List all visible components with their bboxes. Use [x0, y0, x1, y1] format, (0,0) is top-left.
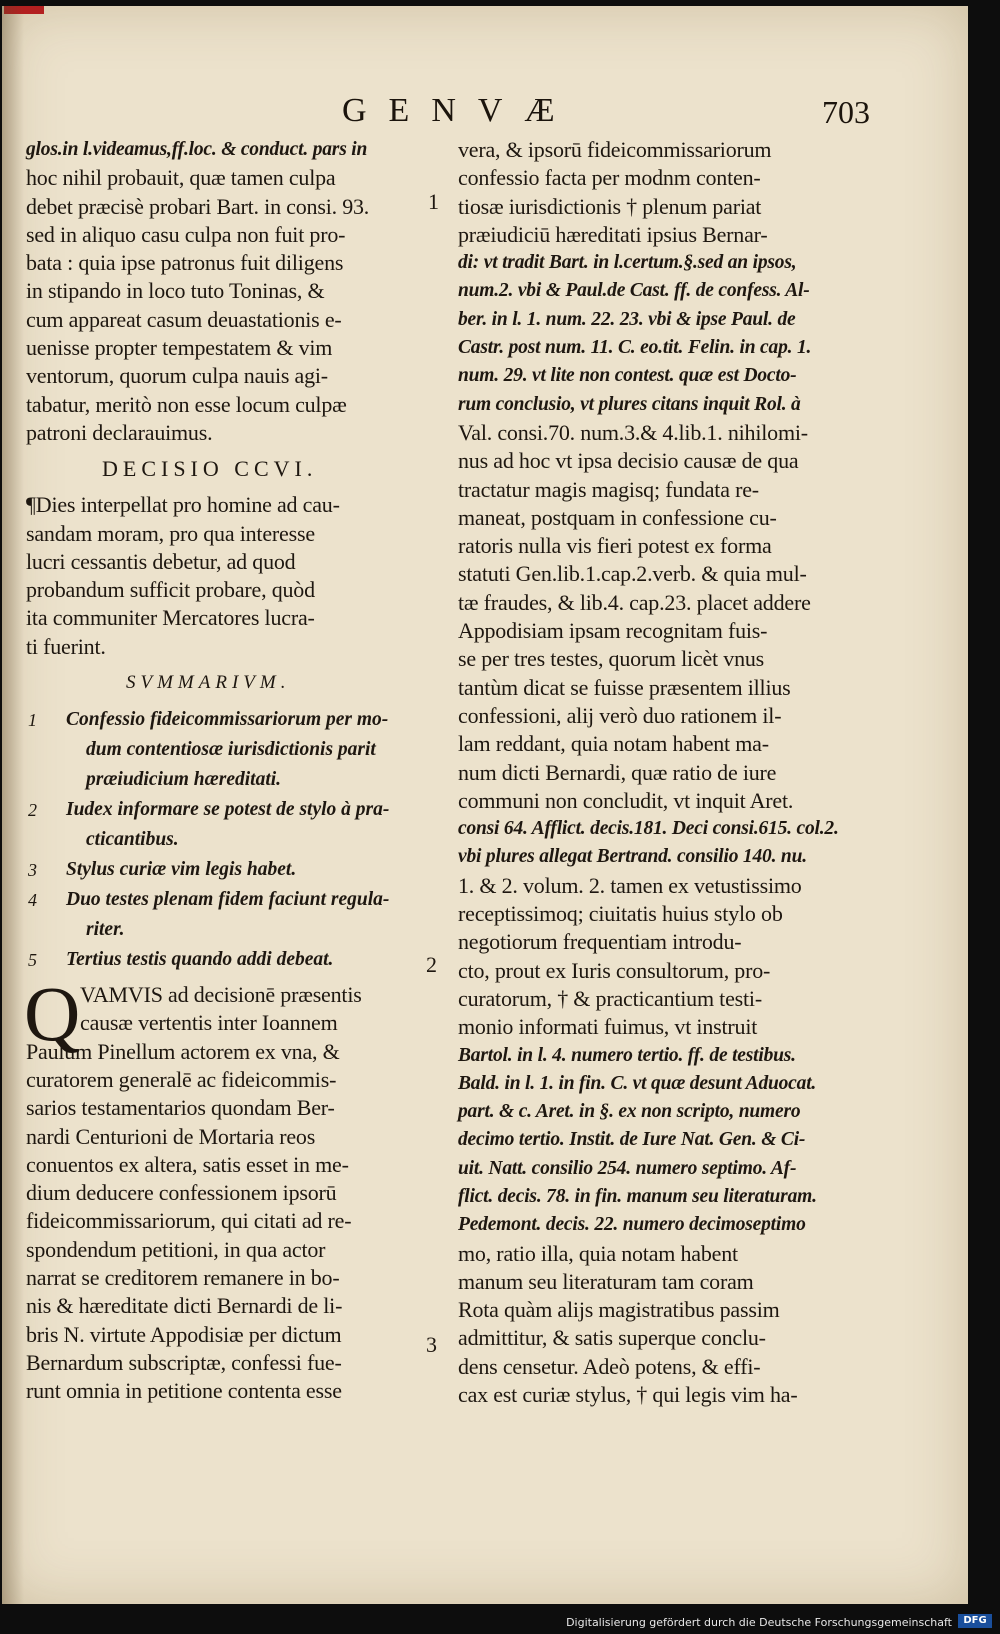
- summarium-line: Duo testes plenam fidem faciunt regula-: [66, 889, 390, 911]
- text-line: rum conclusio, vt plures citans inquit Rol. à: [458, 393, 801, 415]
- text-line: spondendum petitioni, in qua actor: [26, 1236, 326, 1262]
- text-line: num.2. vbi & Paul.de Cast. ff. de confess. Al-: [458, 280, 810, 302]
- text-line: negotiorum frequentiam introdu-: [458, 929, 742, 955]
- text-line: uenisse propter tempestatem & vim: [26, 335, 333, 361]
- summarium-title: SVMMARIVM.: [126, 672, 291, 694]
- text-line: lam reddant, quia notam habent ma-: [458, 731, 769, 757]
- summarium-line: cticantibus.: [86, 829, 179, 851]
- decisio-summary-line: lucri cessantis debetur, ad quod: [26, 548, 296, 574]
- text-line: conuentos ex altera, satis esset in me-: [26, 1151, 349, 1177]
- summarium-line: riter.: [86, 919, 125, 941]
- decisio-summary-line: ti fuerint.: [26, 633, 106, 659]
- text-line: glos.in l.videamus,ff.loc. & conduct. pars in: [26, 139, 368, 160]
- text-line: num dicti Bernardi, quæ ratio de iure: [458, 759, 777, 785]
- left-column: [26, 136, 426, 1406]
- text-line: Bartol. in l. 4. numero tertio. ff. de testibus.: [458, 1044, 796, 1066]
- text-line: bris N. virtute Appodisiæ per dictum: [26, 1321, 342, 1347]
- text-line: narrat se creditorem remanere in bo-: [26, 1265, 340, 1291]
- summarium-line: dum contentiosæ iurisdictionis parit: [86, 739, 376, 761]
- text-line: sed in aliquo casu culpa non fuit pro-: [26, 221, 346, 247]
- summarium-number: 2: [28, 800, 37, 821]
- summarium-item: [26, 945, 426, 975]
- text-line: maneat, postquam in confessione cu-: [458, 504, 777, 530]
- summarium-number: 5: [28, 950, 37, 971]
- summarium-item: [26, 885, 426, 945]
- margin-number: 1: [428, 189, 439, 214]
- summarium-item: [26, 855, 426, 885]
- page-number: 703: [822, 94, 870, 130]
- text-line: tabatur, meritò non esse locum culpæ: [26, 391, 347, 417]
- text-line: cto, prout ex Iuris consultorum, pro-: [458, 957, 771, 983]
- summarium-number: 4: [28, 890, 37, 911]
- text-line: di: vt tradit Bart. in l.certum.§.sed an ipsos,: [458, 252, 797, 274]
- text-line: dium deducere confessionem ipsorū: [26, 1180, 337, 1206]
- text-line: sarios testamentarios quondam Ber-: [26, 1095, 335, 1121]
- text-line: curatorum, † & practicantium testi-: [458, 985, 762, 1011]
- text-line: cax est curiæ stylus, † qui legis vim ha-: [458, 1382, 798, 1408]
- text-line: confessioni, alij verò duo rationem il-: [458, 702, 782, 728]
- summarium-number: 3: [28, 860, 37, 881]
- text-line: ratoris nulla vis fieri potest ex forma: [458, 533, 772, 559]
- text-line: statuti Gen.lib.1.cap.2.verb. & quia mul-: [458, 561, 807, 587]
- running-head: [2, 92, 968, 132]
- text-line: mo, ratio illa, quia notam habent: [458, 1240, 738, 1266]
- text-line: tantùm dicat se fuisse præsentem illius: [458, 674, 791, 700]
- text-line: tiosæ iurisdictionis † plenum pariat: [458, 193, 762, 219]
- text-line: receptissimoq; ciuitatis huius stylo ob: [458, 901, 783, 927]
- text-line: Bernardum subscriptæ, confessi fue-: [26, 1349, 342, 1375]
- text-line: Appodisiam ipsam recognitam fuis-: [458, 618, 768, 644]
- text-line: num. 29. vt lite non contest. quæ est Docto-: [458, 365, 797, 387]
- summarium-line: Iudex informare se potest de stylo à pra-: [66, 799, 390, 821]
- text-line: Rota quàm alijs magistratibus passim: [458, 1297, 780, 1323]
- text-line: vbi plures allegat Bertrand. consilio 140. nu.: [458, 846, 807, 868]
- summarium-line: præiudicium hæreditati.: [86, 769, 282, 791]
- margin-number: 2: [426, 952, 437, 977]
- text-line: Paulum Pinellum actorem ex vna, &: [26, 1038, 340, 1064]
- text-line: se per tres testes, quorum licèt vnus: [458, 646, 765, 672]
- text-line: manum seu literaturam tam coram: [458, 1268, 754, 1294]
- text-line: ventorum, quorum culpa nauis agi-: [26, 363, 328, 389]
- text-line: Bald. in l. 1. in fin. C. vt quæ desunt Aduocat.: [458, 1072, 817, 1094]
- decisio-summary-line: ita communiter Mercatores lucra-: [26, 605, 315, 631]
- text-line: tractatur magis magisq; fundata re-: [458, 476, 759, 502]
- text-line: ber. in l. 1. num. 22. 23. vbi & ipse Paul. de: [458, 308, 796, 330]
- text-line: patroni declarauimus.: [26, 419, 213, 445]
- summarium-number: 1: [28, 710, 37, 731]
- text-line: monio informati fuimus, vt instruit: [458, 1014, 758, 1040]
- library-stamp: [4, 6, 44, 14]
- text-line: part. & c. Aret. in §. ex non scripto, numero: [458, 1101, 801, 1123]
- text-line: tæ fraudes, & lib.4. cap.23. placet addere: [458, 589, 811, 615]
- decisio-summary-line: ¶Dies interpellat pro homine ad cau-: [26, 492, 340, 518]
- text-line: dens censetur. Adeò potens, & effi-: [458, 1353, 761, 1379]
- summarium-line: Tertius testis quando addi debeat.: [66, 949, 334, 971]
- text-line: 1. & 2. volum. 2. tamen ex vetustissimo: [458, 872, 802, 898]
- summarium-item: [26, 705, 426, 795]
- text-line: nus ad hoc vt ipsa decisio causæ de qua: [458, 448, 799, 474]
- text-line: uit. Natt. consilio 254. numero septimo. Af-: [458, 1157, 797, 1179]
- text-line: cum appareat casum deuastationis e-: [26, 306, 342, 332]
- text-line: Castr. post num. 11. C. eo.tit. Felin. in cap. 1.: [458, 337, 812, 359]
- text-line: communi non concludit, vt inquit Aret.: [458, 787, 794, 813]
- text-line: decimo tertio. Instit. de Iure Nat. Gen. & Ci-: [458, 1129, 806, 1151]
- text-line: causæ vertentis inter Ioannem: [80, 1010, 338, 1036]
- running-head-title: GENVÆ: [342, 92, 577, 129]
- dfg-logo: DFG: [958, 1614, 992, 1628]
- decisio-summary-line: sandam moram, pro qua interesse: [26, 520, 315, 546]
- book-page: [2, 6, 968, 1604]
- summarium-item: [26, 795, 426, 855]
- decisio-summary-line: probandum sufficit probare, quòd: [26, 577, 315, 603]
- funding-credit: Digitalisierung gefördert durch die Deutsche Forschungsgemeinschaft: [566, 1616, 952, 1629]
- text-line: præiudiciū hæreditati ipsius Bernar-: [458, 221, 768, 247]
- decisio-heading: DECISIO CCVI.: [102, 456, 318, 482]
- text-line: admittitur, & satis superque conclu-: [458, 1325, 766, 1351]
- drop-cap: Q: [24, 970, 81, 1058]
- summarium-line: Confessio fideicommissariorum per mo-: [66, 709, 389, 731]
- text-line: Val. consi.70. num.3.& 4.lib.1. nihilomi-: [458, 419, 808, 445]
- text-line: VAMVIS ad decisionē præsentis: [80, 982, 362, 1008]
- text-line: hoc nihil probauit, quæ tamen culpa: [26, 165, 336, 191]
- text-line: curatorem generalē ac fideicommis-: [26, 1066, 337, 1092]
- text-line: bata : quia ipse patronus fuit diligens: [26, 250, 344, 276]
- right-column: [458, 136, 858, 1409]
- text-line: debet præcisè probari Bart. in consi. 93.: [26, 193, 370, 219]
- text-line: nis & hæreditate dicti Bernardi de li-: [26, 1293, 343, 1319]
- text-line: runt omnia in petitione contenta esse: [26, 1378, 342, 1404]
- text-line: Pedemont. decis. 22. numero decimoseptimo: [458, 1214, 806, 1236]
- text-line: in stipando in loco tuto Toninas, &: [26, 278, 325, 304]
- text-line: consi 64. Afflict. decis.181. Deci consi.615. col.2.: [458, 818, 839, 840]
- text-line: confessio facta per modnm conten-: [458, 165, 761, 191]
- text-line: vera, & ipsorū fideicommissariorum: [458, 137, 772, 162]
- text-line: fideicommissariorum, qui citati ad re-: [26, 1208, 352, 1234]
- summarium-line: Stylus curiæ vim legis habet.: [66, 859, 297, 881]
- margin-number: 3: [426, 1332, 437, 1357]
- text-line: nardi Centurioni de Mortaria reos: [26, 1123, 316, 1149]
- text-line: flict. decis. 78. in fin. manum seu literaturam.: [458, 1185, 817, 1207]
